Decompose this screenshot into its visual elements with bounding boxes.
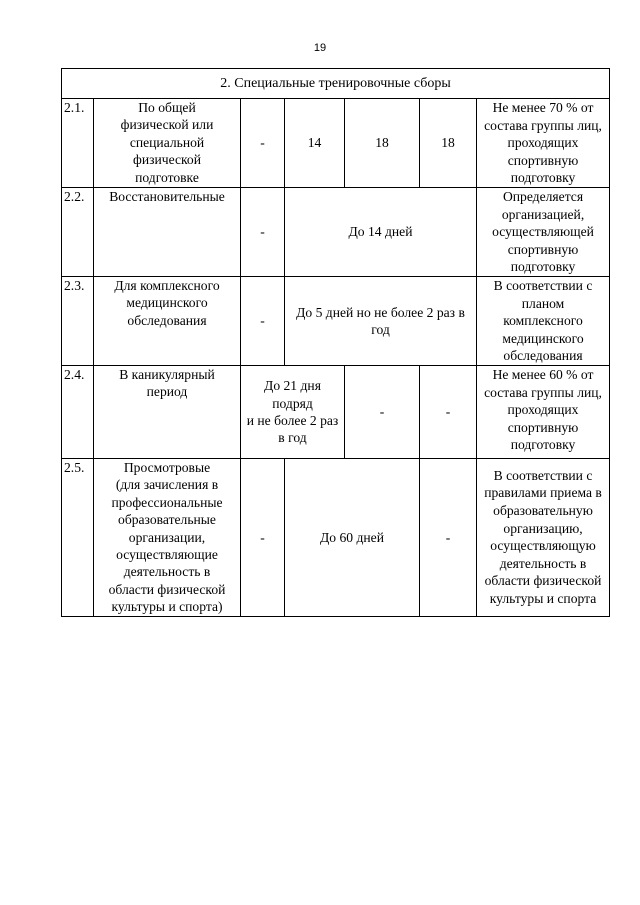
table-row — [62, 365, 610, 458]
text-line: правилами приема в — [484, 485, 602, 501]
text-line: культуры и спорта — [489, 591, 597, 607]
text-line: спортивную — [507, 241, 579, 257]
camp-type — [94, 365, 241, 458]
text-line: образовательную — [493, 503, 593, 519]
table-row — [62, 276, 610, 365]
text-line: обследования — [127, 312, 207, 328]
row-number: 2.1. — [62, 99, 94, 188]
text-line: комплексного — [503, 313, 583, 329]
text-line: год — [371, 321, 390, 337]
text-line: состава группы лиц, — [484, 117, 602, 133]
text-line: По общей — [138, 100, 196, 115]
text-line: организацию, — [503, 520, 583, 536]
text-line: До 21 дня — [264, 378, 321, 394]
text-line: и не более 2 раз — [246, 412, 339, 428]
text-line: Просмотровые — [123, 459, 211, 475]
text-line: Не менее 70 % от — [492, 100, 594, 115]
text-line: подготовку — [510, 170, 576, 186]
text-line: Для комплексного — [114, 277, 220, 293]
value-cell: - — [241, 99, 285, 188]
section-title: 2. Специальные тренировочные сборы — [62, 69, 610, 99]
text-line: обследования — [503, 348, 583, 364]
text-line: деятельность в — [123, 564, 211, 580]
text-line: медицинского — [126, 295, 208, 311]
merged-value-cell — [241, 365, 345, 458]
row-number: 2.2. — [62, 187, 94, 276]
text-line: Определяется — [502, 188, 584, 204]
text-line: организацией, — [501, 206, 585, 222]
text-line: образовательные — [118, 512, 216, 528]
text-line: подготовку — [510, 259, 576, 275]
row-number: 2.4. — [62, 365, 94, 458]
text-line: В каникулярный — [119, 366, 215, 382]
text-line: физической или — [120, 117, 214, 133]
text-line: осуществляющие — [116, 546, 218, 562]
value-cell: 14 — [285, 99, 345, 188]
text-line: спортивную — [507, 152, 579, 168]
merged-value-cell — [285, 276, 477, 365]
text-line: осуществляющую — [490, 538, 596, 554]
text-line: Не менее 60 % от — [492, 366, 594, 382]
text-line: проходящих — [507, 402, 579, 418]
value-cell: - — [241, 458, 285, 616]
training-camps-table — [61, 68, 610, 617]
merged-value-cell: До 60 дней — [285, 458, 420, 616]
text-line: спортивную — [507, 419, 579, 435]
text-line: осуществляющей — [492, 224, 594, 240]
text-line: организации, — [128, 529, 206, 545]
text-line: планом — [521, 295, 565, 311]
merged-value-cell: До 14 дней — [285, 187, 477, 276]
value-cell: - — [241, 187, 285, 276]
camp-type — [94, 187, 241, 276]
text-line: Восстановительные — [109, 188, 225, 204]
text-line: профессиональные — [111, 494, 223, 510]
row-number: 2.3. — [62, 276, 94, 365]
table-row — [62, 99, 610, 188]
value-cell: 18 — [345, 99, 420, 188]
text-line: подготовку — [510, 437, 576, 453]
text-line: области физической — [108, 581, 226, 597]
row-number: 2.5. — [62, 458, 94, 616]
value-cell: - — [241, 276, 285, 365]
camp-type — [94, 99, 241, 188]
text-line: области физической — [484, 573, 602, 589]
text-line: До 5 дней но не более 2 раз в — [296, 304, 465, 320]
camp-type — [94, 276, 241, 365]
value-cell: - — [420, 365, 477, 458]
text-line: физической — [133, 152, 201, 168]
text-line: (для зачисления в — [115, 477, 219, 493]
note-cell — [477, 99, 610, 188]
page-number: 19 — [313, 42, 327, 54]
text-line: В соответствии с — [493, 277, 593, 293]
section-header-row — [62, 69, 610, 99]
value-cell: - — [345, 365, 420, 458]
text-line: культуры и спорта) — [111, 599, 223, 615]
text-line: медицинского — [502, 330, 584, 346]
camp-type — [94, 458, 241, 616]
table-row — [62, 458, 610, 616]
text-line: подготовке — [135, 169, 199, 185]
note-cell — [477, 458, 610, 616]
text-line: проходящих — [507, 135, 579, 151]
text-line: в год — [278, 430, 307, 446]
note-cell — [477, 187, 610, 276]
value-cell: - — [420, 458, 477, 616]
text-line: специальной — [129, 134, 205, 150]
note-cell — [477, 276, 610, 365]
text-line: период — [146, 384, 188, 400]
text-line: деятельность в — [499, 555, 587, 571]
value-cell: 18 — [420, 99, 477, 188]
table-row — [62, 187, 610, 276]
text-line: В соответствии с — [493, 467, 593, 483]
text-line: подряд — [272, 395, 313, 411]
text-line: состава группы лиц, — [484, 384, 602, 400]
note-cell — [477, 365, 610, 458]
